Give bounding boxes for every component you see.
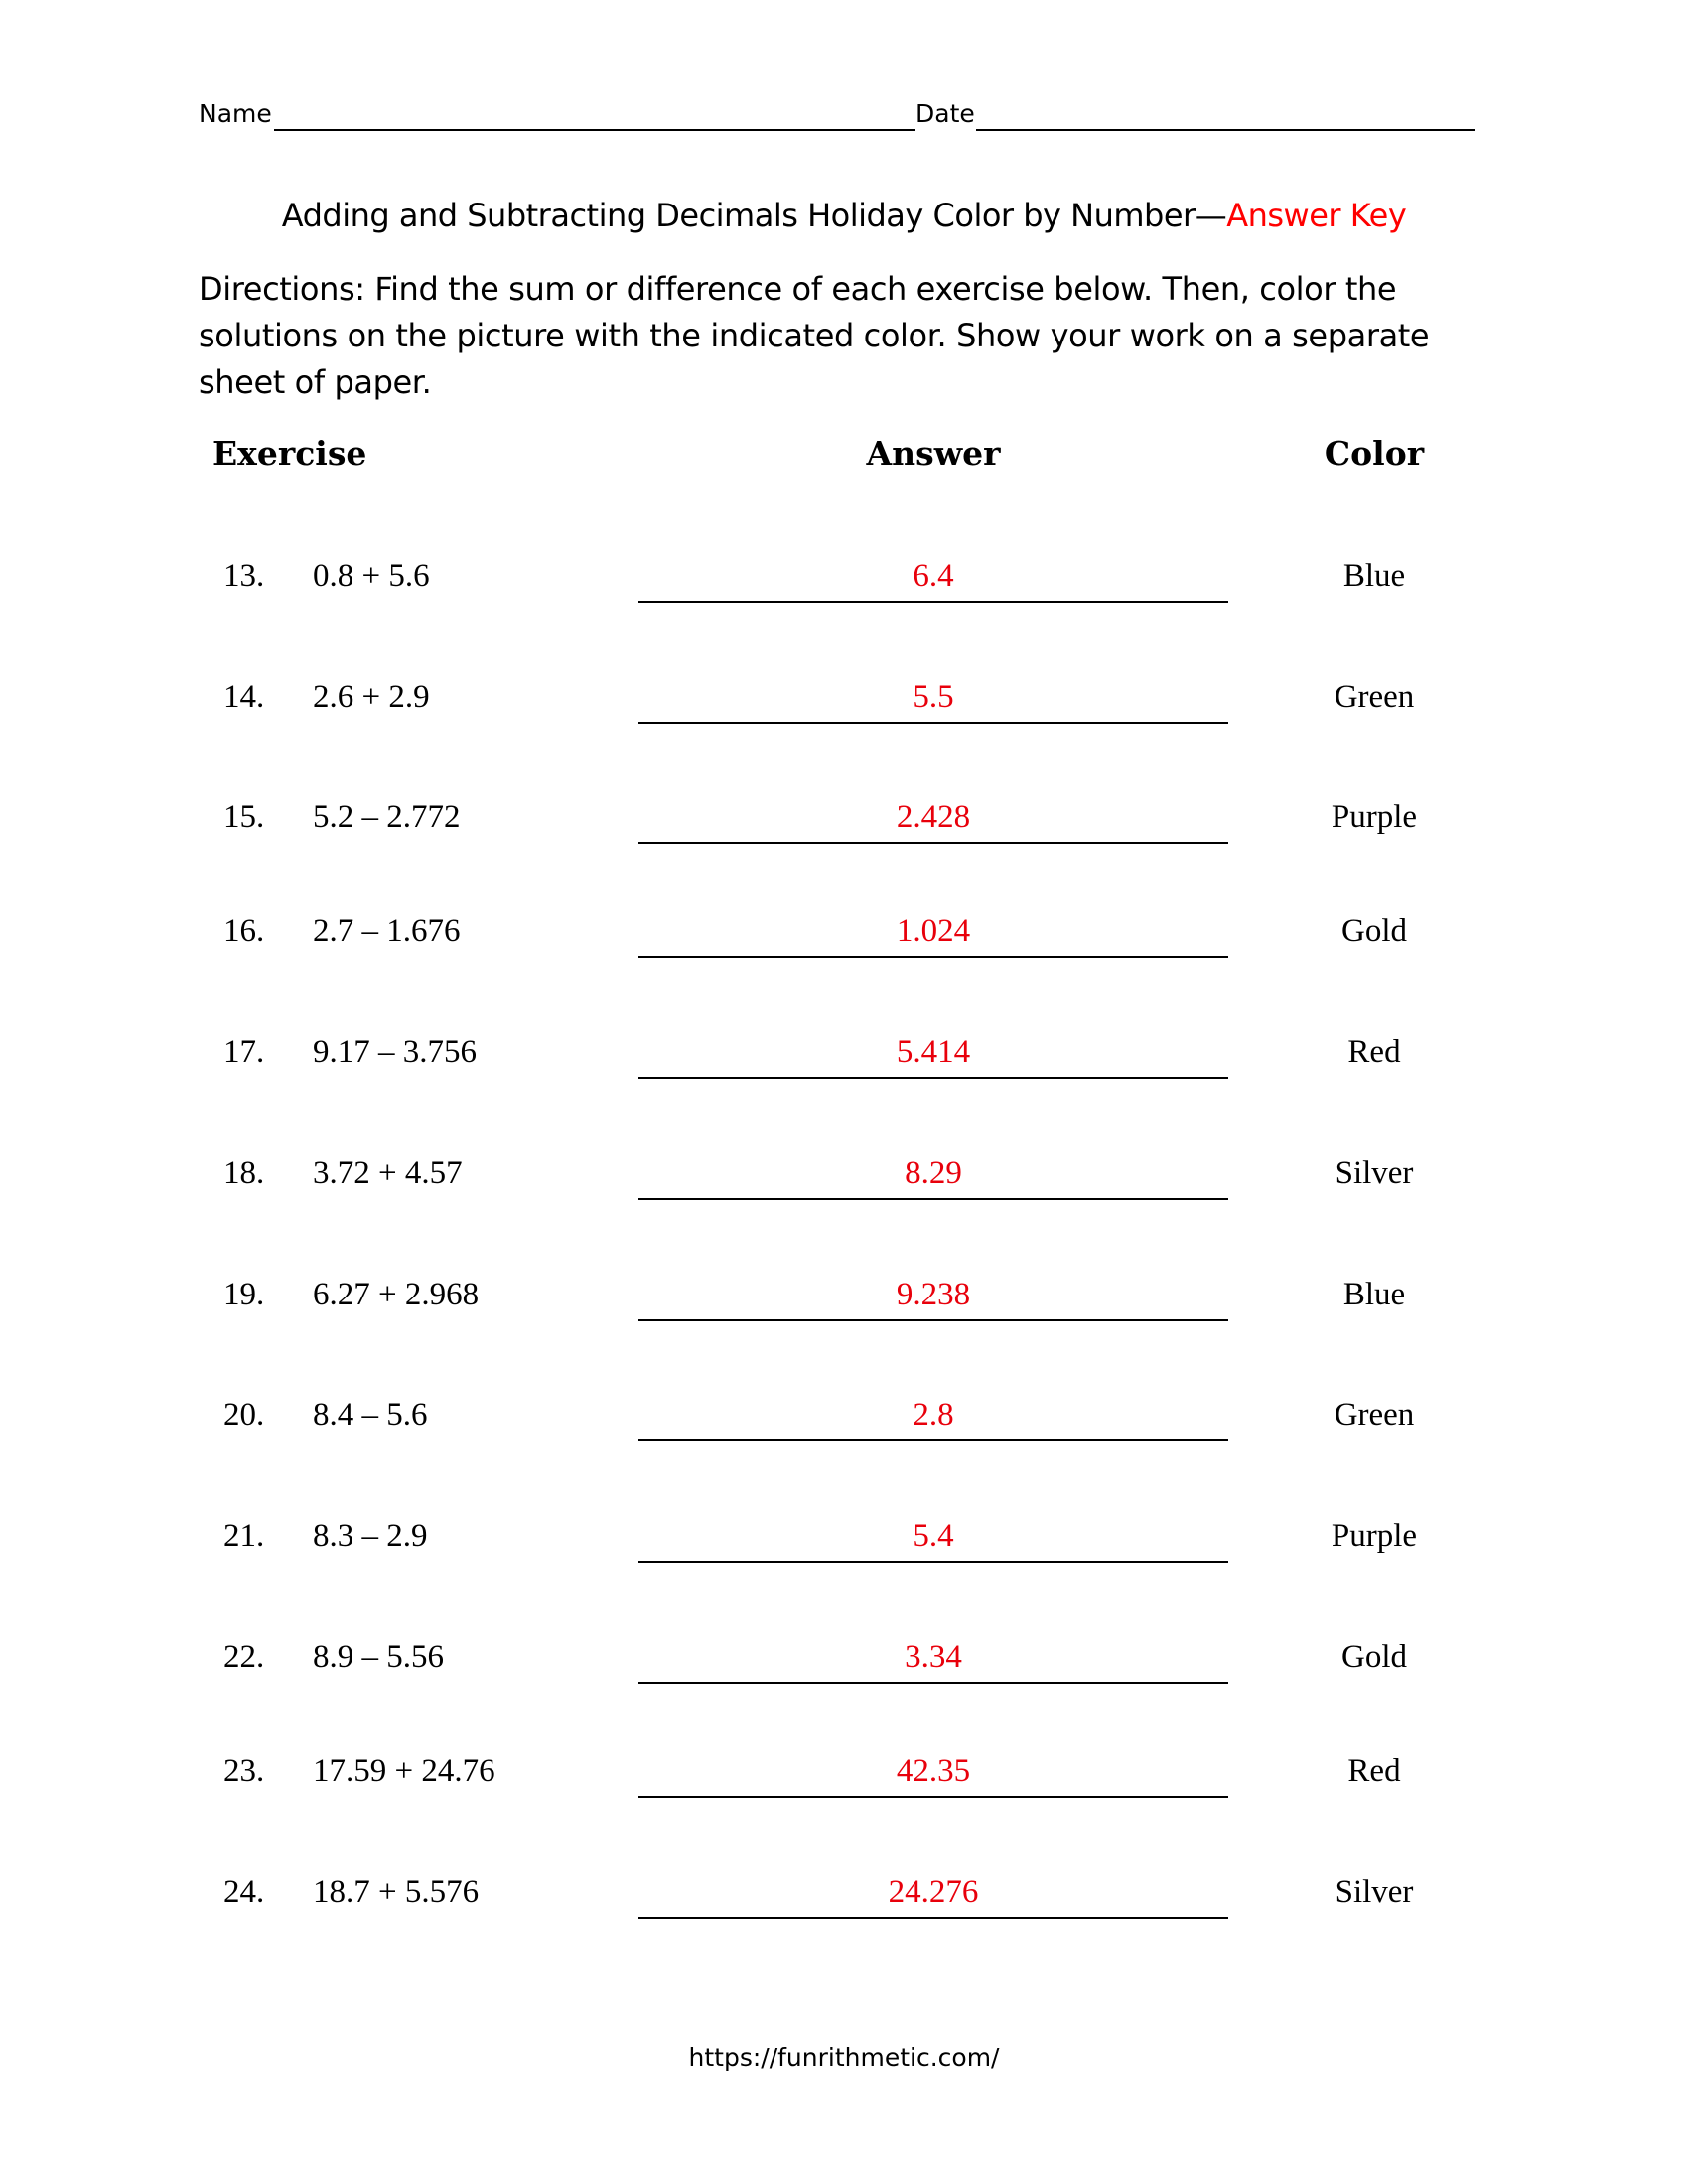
color-name: Purple [1331, 1518, 1418, 1554]
exercise-expression: 5.2 – 2.772 [313, 799, 461, 835]
exercise-row [0, 1277, 1688, 1326]
color-name: Blue [1342, 1277, 1406, 1312]
exercise-number: 13. [223, 558, 265, 594]
exercise-row [0, 1397, 1688, 1446]
color-name: Silver [1335, 1874, 1414, 1910]
exercise-row [0, 1753, 1688, 1803]
answer-value: 42.35 [896, 1753, 971, 1789]
exercise-number: 20. [223, 1397, 265, 1433]
exercise-expression: 9.17 – 3.756 [313, 1034, 477, 1070]
color-name: Gold [1341, 913, 1407, 949]
column-header-color: Color [1324, 434, 1425, 473]
exercise-row [0, 799, 1688, 849]
exercise-number: 16. [223, 913, 265, 949]
exercise-number: 17. [223, 1034, 265, 1070]
color-name: Silver [1335, 1156, 1414, 1191]
answer-value: 5.4 [913, 1518, 954, 1554]
exercise-row [0, 1156, 1688, 1205]
exercise-expression: 8.9 – 5.56 [313, 1639, 444, 1675]
answer-line [638, 956, 1228, 958]
exercise-expression: 8.4 – 5.6 [313, 1397, 428, 1433]
title-answer-key: Answer Key [1226, 197, 1407, 234]
exercise-expression: 18.7 + 5.576 [313, 1874, 480, 1910]
answer-value: 5.5 [913, 679, 954, 715]
answer-value: 3.34 [905, 1639, 962, 1675]
title-main: Adding and Subtracting Decimals Holiday Color by Number— [281, 197, 1227, 234]
answer-value: 2.428 [896, 799, 971, 835]
exercise-expression: 0.8 + 5.6 [313, 558, 430, 594]
exercise-expression: 3.72 + 4.57 [313, 1156, 463, 1191]
exercise-number: 24. [223, 1874, 265, 1910]
answer-value: 5.414 [896, 1034, 971, 1070]
exercise-number: 15. [223, 799, 265, 835]
answer-line [638, 1682, 1228, 1684]
exercise-number: 18. [223, 1156, 265, 1191]
color-name: Purple [1331, 799, 1418, 835]
answer-value: 9.238 [896, 1277, 971, 1312]
answer-value: 2.8 [913, 1397, 954, 1433]
color-name: Red [1347, 1034, 1401, 1070]
exercise-number: 22. [223, 1639, 265, 1675]
exercise-number: 23. [223, 1753, 265, 1789]
exercise-number: 21. [223, 1518, 265, 1554]
color-name: Red [1347, 1753, 1401, 1789]
exercise-expression: 2.6 + 2.9 [313, 679, 430, 715]
answer-line [638, 1319, 1228, 1321]
answer-line [638, 1917, 1228, 1919]
directions-text: Directions: Find the sum or difference of each exercise below. Then, color the solutions on the picture with the indicated color. Show your work on a separate sheet of paper. [199, 270, 1430, 401]
exercise-row [0, 1518, 1688, 1568]
color-name: Blue [1342, 558, 1406, 594]
exercise-number: 14. [223, 679, 265, 715]
color-name: Green [1334, 679, 1415, 715]
name-label: Name [199, 99, 272, 128]
color-name: Gold [1341, 1639, 1407, 1675]
exercise-expression: 8.3 – 2.9 [313, 1518, 428, 1554]
answer-value: 6.4 [913, 558, 954, 594]
footer-url: https://funrithmetic.com/ [688, 2043, 1000, 2072]
answer-line [638, 1561, 1228, 1563]
exercise-expression: 2.7 – 1.676 [313, 913, 461, 949]
exercise-number: 19. [223, 1277, 265, 1312]
exercise-row [0, 1034, 1688, 1084]
answer-line [638, 842, 1228, 844]
column-header-answer: Answer [866, 434, 1001, 473]
answer-line [638, 1439, 1228, 1441]
exercise-expression: 17.59 + 24.76 [313, 1753, 495, 1789]
answer-value: 1.024 [896, 913, 971, 949]
answer-line [638, 1077, 1228, 1079]
answer-value: 24.276 [888, 1874, 979, 1910]
exercise-row [0, 679, 1688, 729]
answer-line [638, 601, 1228, 603]
exercise-expression: 6.27 + 2.968 [313, 1277, 480, 1312]
date-label: Date [915, 99, 975, 128]
answer-line [638, 1198, 1228, 1200]
answer-line [638, 722, 1228, 724]
exercise-row [0, 558, 1688, 608]
answer-value: 8.29 [905, 1156, 962, 1191]
exercise-row [0, 913, 1688, 963]
answer-line [638, 1796, 1228, 1798]
exercise-row [0, 1874, 1688, 1924]
column-header-exercise: Exercise [212, 434, 367, 473]
color-name: Green [1334, 1397, 1415, 1433]
exercise-row [0, 1639, 1688, 1689]
